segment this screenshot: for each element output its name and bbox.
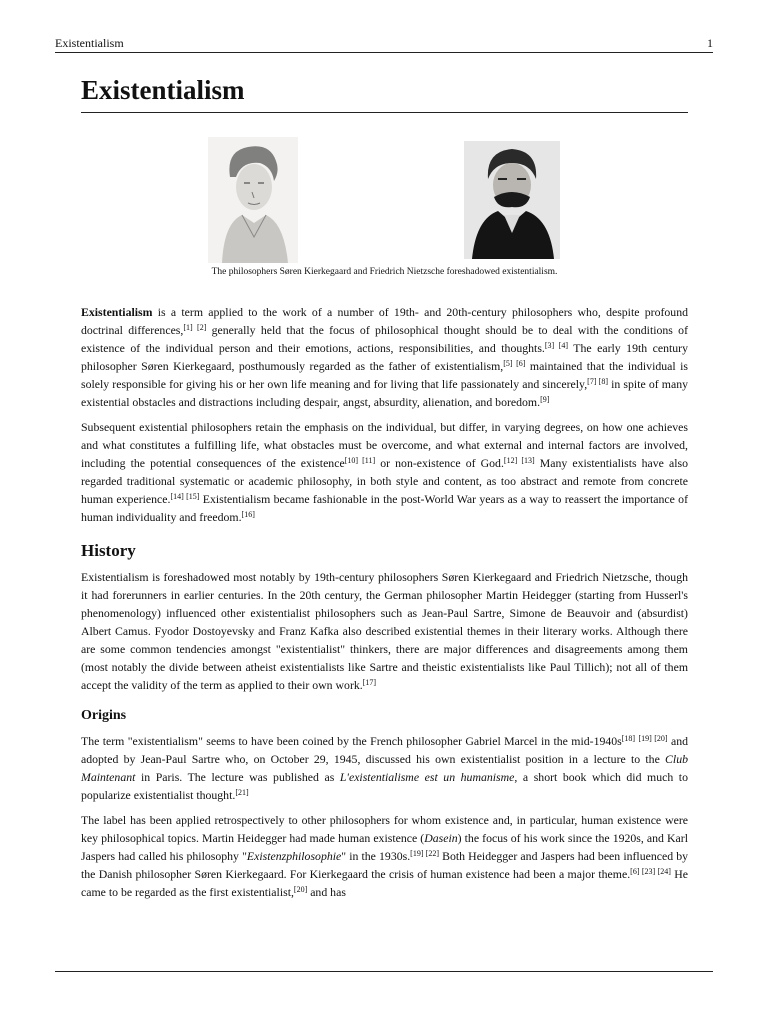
citation-reference[interactable]: [10] [11]: [344, 456, 376, 465]
text-run: or non-existence of God.: [375, 456, 504, 470]
italic-term: Dasein: [424, 831, 458, 845]
text-run: The early 19th century philosopher Søren Kierkegaard, posthumously regarded as the father of existentialism,: [81, 341, 688, 373]
text-run: and adopted by Jean-Paul Sartre who, on October 29, 1945, discussed his own existentialist position in a lecture to the: [81, 734, 688, 766]
text-run: ) the focus of his work since the 1920s, and Karl Jaspers had called his philosophy ": [81, 831, 688, 863]
citation-reference[interactable]: [16]: [241, 510, 255, 519]
bold-term: Existentialism: [81, 305, 153, 319]
text-run: in spite of many existential obstacles and distractions including despair, angst, absurdity, alienation, and boredom.: [81, 377, 689, 409]
article-body: [81, 70, 688, 908]
figure: [81, 137, 688, 303]
citation-reference[interactable]: [7] [8]: [587, 377, 608, 386]
citation-reference[interactable]: [3] [4]: [544, 341, 569, 350]
intro-paragraph-2: [81, 418, 688, 526]
citation-reference[interactable]: [19] [20]: [638, 734, 668, 743]
text-run: maintained that the individual is solely responsible for giving his or her own life meaning and for living that life passionately and sincerely,: [81, 359, 689, 391]
citation-reference[interactable]: [12] [13]: [503, 456, 535, 465]
subsection-heading-origins: Origins: [81, 708, 127, 723]
text-run: Existentialism became fashionable in the post-World War years as a way to reassert the importance of human individuality and freedom.: [81, 492, 688, 524]
citation-reference[interactable]: [17]: [362, 678, 377, 687]
citation-reference[interactable]: [1] [2]: [183, 323, 207, 332]
text-run: is a term applied to the work of a number of 19th- and 20th-century philosophers who, despite profound doctrinal differences,: [81, 305, 688, 337]
text-run: " in the 1930s.: [341, 849, 411, 863]
citation-reference[interactable]: [14] [15]: [170, 492, 200, 501]
text-run: , a short book which did much to popularize existentialist thought.: [81, 770, 688, 802]
text-run: generally held that the focus of philosophical thought should be to deal with the conditions of existence of the individual person and their emotions, actions, responsibilities, and thoughts.: [81, 323, 689, 355]
running-header: [55, 36, 713, 53]
text-run: in Paris. The lecture was published as: [135, 770, 340, 784]
section-heading-history: History: [81, 541, 136, 560]
italic-term: Existenzphilosophie: [246, 849, 342, 863]
figure-caption: The philosophers Søren Kierkegaard and Friedrich Nietzsche foreshadowed existentialism.: [211, 267, 558, 277]
origins-paragraph-2: [81, 811, 688, 901]
nietzsche-portrait: [464, 141, 560, 259]
running-title: Existentialism: [55, 36, 124, 50]
text-run: Existentialism is foreshadowed most notably by 19th-century philosophers Søren Kierkegaard and Friedrich Nietzsche, though it had forerunners in earlier centuries. In the 20th century, the German philosopher Martin Heidegger (starting from Husserl's phenomenology) influenced other existentialist philosophers such as Jean-Paul Sartre, Simone de Beauvoir and (absurdist) Albert Camus. Fyodor Dostoyevsky and Franz Kafka also described existential themes in their literary works. Although there are some common tendencies amongst "existentialist" thinkers, there are major differences and disagreements among them (most notably the divide between atheist existentialists like Sartre and theistic existentialists like Paul Tillich); not all of them accept the validity of the term as applied to their own work.: [81, 570, 688, 692]
citation-reference[interactable]: [21]: [235, 788, 249, 797]
text-run: Many existentialists have also regarded traditional systematic or academic philosophy, in both style and content, as too abstract and remote from concrete human experience.: [81, 456, 688, 506]
citation-reference[interactable]: [18]: [621, 734, 636, 743]
history-paragraph: [81, 568, 688, 694]
text-run: Subsequent existential philosophers retain the emphasis on the individual, but differ, in varying degrees, on how one achieves and what constitutes a fulfilling life, what obstacles must be overcome, and what external and internal factors are involved, including the potential consequences of the existence: [81, 420, 688, 470]
text-run: The label has been applied retrospectively to other philosophers for whom existence and, in particular, human existence were key philosophical topics. Martin Heidegger had made human existence (: [81, 813, 688, 845]
page-number: 1: [707, 36, 713, 50]
kierkegaard-portrait: [208, 137, 298, 263]
citation-reference[interactable]: [19] [22]: [410, 849, 439, 858]
text-run: The term "existentialism" seems to have been coined by the French philosopher Gabriel Marcel in the mid-1940s: [81, 734, 622, 748]
citation-reference[interactable]: [20]: [293, 885, 308, 894]
footer-rule: [55, 971, 713, 972]
origins-paragraph-1: [81, 732, 688, 804]
text-run: Both Heidegger and Jaspers had been influenced by the Danish philosopher Søren Kierkegaard. For Kierkegaard the crisis of human existence had been a major theme.: [81, 849, 689, 881]
citation-reference[interactable]: [5] [6]: [503, 359, 526, 368]
text-run: He came to be regarded as the first existentialist,: [81, 867, 688, 899]
citation-reference[interactable]: [9]: [540, 395, 550, 404]
text-run: and has: [307, 885, 346, 899]
page-title: Existentialism: [81, 70, 688, 113]
citation-reference[interactable]: [6] [23] [24]: [630, 867, 671, 876]
italic-term: Club Maintenant: [81, 752, 688, 784]
italic-term: L'existentialisme est un humanisme: [339, 770, 515, 784]
intro-paragraph-1: [81, 303, 688, 411]
